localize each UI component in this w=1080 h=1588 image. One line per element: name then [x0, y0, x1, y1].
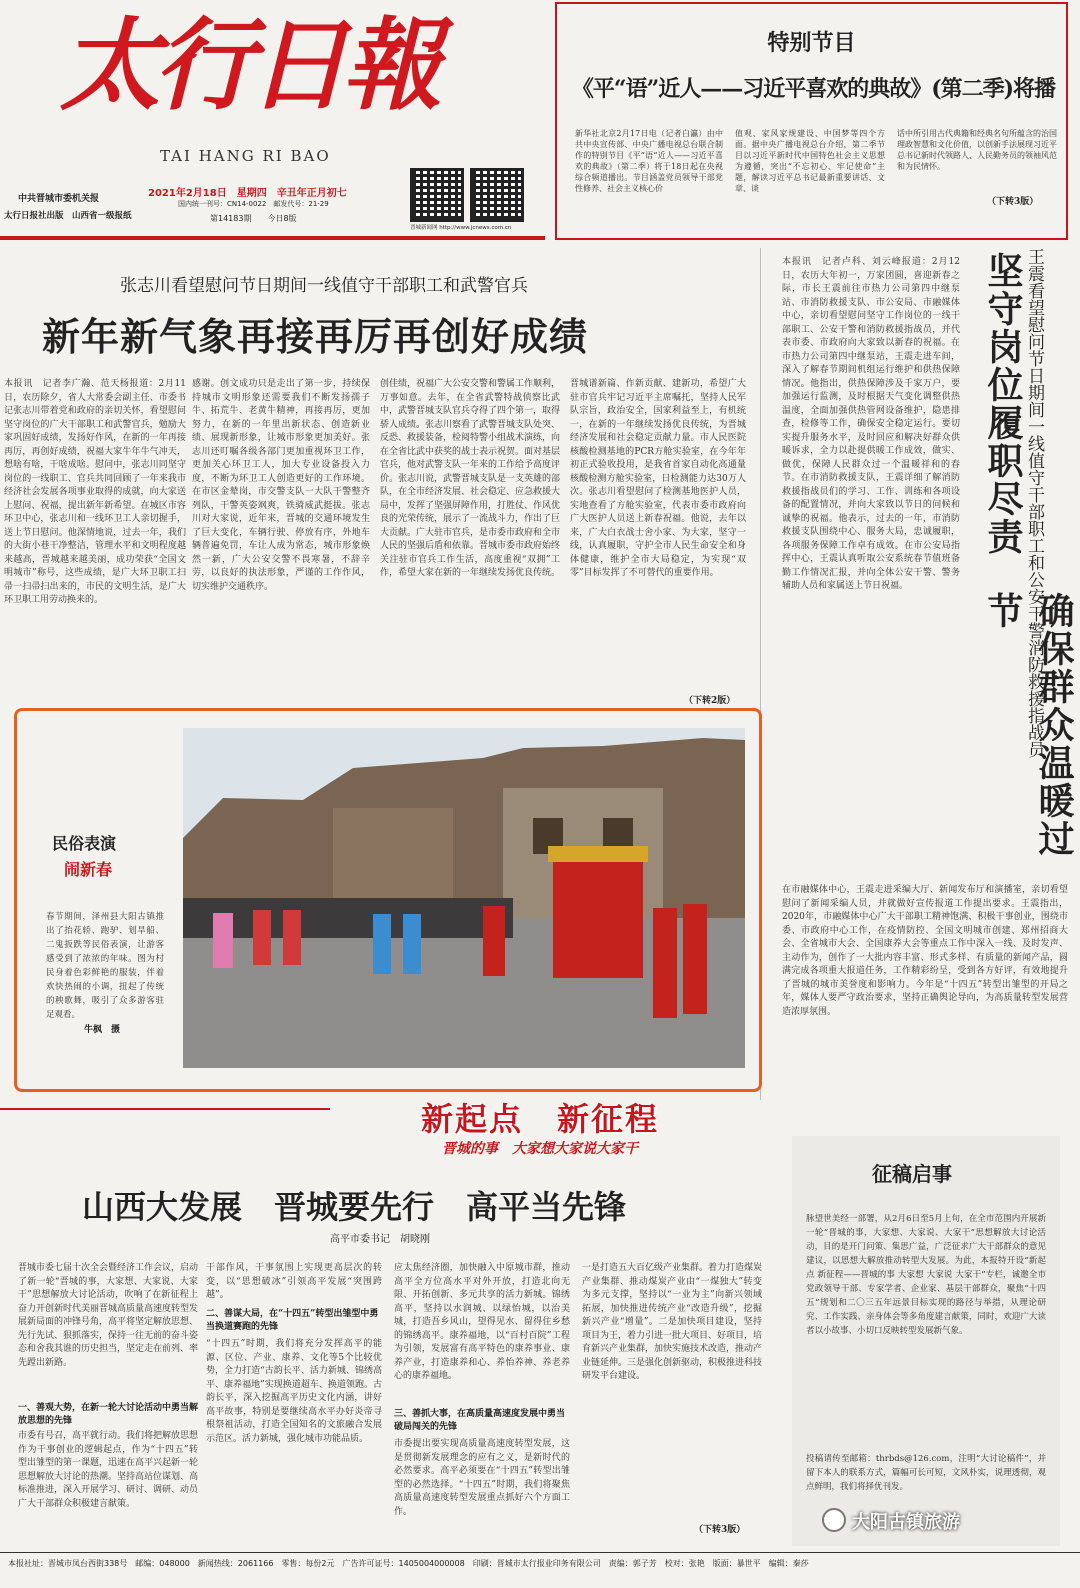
bottom-col: 干部作风，干事氛围上实现更高层次的转变，以“思想破冰”引领高平发展“突围跨越”。 [206, 1263, 382, 1300]
footer-rule [0, 1552, 1080, 1553]
masthead-issue: 第14183期 今日8版 [210, 214, 297, 223]
masthead-date: 2021年2月18日 星期四 辛丑年正月初七 [148, 188, 347, 199]
lead-col: 感谢。创文成功只是走出了第一步，持续保持城市文明形象还需要我们不断发扬孺子牛、拓荒牛、老黄牛精神，再接再厉，更加努力，在新的一年里出新状态、创造新业绩、展现新形象，让城市形象更加美好。张志川还叮嘱各级各部门更加重视环卫工作，更加关心环卫工人，加大专业设备投入力度，不断为环卫工人创造更好的工作环境。在市区金辇岗，市交警支队一大队干警整齐列队，干警英姿飒爽，铁骑威武挺拔。张志川对大家说，近年来，晋城的交通环境发生了巨大变化，车辆行驶、停放有序，外地车辆普遍免罚，车让人成为常态，城市形象焕然一新，广大公安交警不畏寒暑，不辞辛劳，以良好的执法形象，严谨的工作作风，切实维护交通秩序。 [192, 379, 370, 592]
special-col: 值观、家风家规建设、中国梦等四个方面。据中央广播电视总台介绍，第二季节目以习近平新时代中国特色社会主义思想为遵循，突出“不忘初心、牢记使命”主题，解读习近平总书记最新重要讲话、文章、谈 [735, 129, 885, 193]
footer-text: 本报社址：晋城市凤台西街338号 邮编：048000 新闻热线：2061166 零售：每份2元 广告许可证号：1405004000008 印刷：晋城市太行报业印务有限公司 责编：郭子芳 校对：张艳 版面：暴世平 编辑：秦莎 [8, 1559, 809, 1568]
watermark: 大阳古镇旅游 [852, 1512, 960, 1533]
bottom-col: 晋城市委七届十次全会暨经济工作会议，启动了新一轮“晋城的事，大家想、大家说、大家干”思想解放大讨论活动，吹响了在新征程上奋力开创新时代美丽晋城高质量高速度转型发展新局面的冲锋号角，高平将坚定解放思想、先行先试、狠抓落实，保持一往无前的奋斗姿态和舍我其谁的历史担当，坚定走在前列、率先蹚出新路。 [18, 1263, 198, 1368]
wechat-icon [822, 1508, 846, 1532]
special-col: 新华社北京2月17日电（记者白瀛）由中共中央宣传部、中央广播电视总台联合制作的特别节目《平“语”近人——习近平喜欢的典故》（第二季）将于18日起在央视综合频道播出。节目涵盖党员领导干部党性修养、社会主义核心价 [575, 129, 723, 193]
lead-col: 本报讯 记者李广瀚、范天杨报道：2月11日，农历除夕，省人大常委会副主任、市委书记张志川带着党和政府的亲切关怀，看望慰问坚守岗位的广大干部职工和武警官兵，勉励大家巩固好成绩，发扬好作风，在新的一年再接再厉，再创好成绩，祝福大家牛年牛气冲天，想啥有啥，干啥成啥。慰问中，张志川同坚守岗位的一线职工、官兵共同回顾了一年来我市经济社会发展各项事业取得的成就，向大家送上慰问、祝福，提出新年新希望。在城区市容环卫中心，张志川和一线环卫工人亲切握手，送上节日慰问。他深情地说，过去一年，我们的大街小巷干净整洁，管理水平和文明程度越来越高，晋城越来越美丽，成功荣获“全国文明城市”称号，这些成绩，是广大环卫职工扫帚一扫帚扫出来的，市民的文明生活，是广大环卫职工用劳动换来的。 [4, 379, 186, 605]
bottom-col: 市委有号召，高平就行动。我们将把解放思想作为干事创业的逻辑起点，作为“十四五”转型出雏型的第一课题，迅速在高平兴起新一轮思想解放大讨论的热潮。坚持高站位谋划、高标准推进，深入开展学习、研讨、调研、动员广大干部群众积极建言献策。 [18, 1431, 198, 1509]
photo-label-accent: 闹新春 [64, 860, 113, 879]
qr-code-icon [410, 168, 464, 222]
festival-photo [183, 728, 745, 1068]
special-label: 特别节目 [767, 30, 856, 56]
qr-code-icon [470, 168, 524, 222]
bottom-col: 市委提出要实现高质量高速度转型发展，这是贯彻新发展理念的应有之义，是新时代的必然要求。高平必须要在“十四五”转型出雏型的必然选择。“十四五”时期，我们将聚焦高质量高速度转型发展重点抓好六个方面工作。 [394, 1439, 570, 1517]
bottom-continued: （下转3版） [694, 1525, 746, 1535]
festival-scene [183, 728, 745, 1068]
call-box [792, 1136, 1060, 1546]
bottom-subhead: 三、善抓大事，在高质量高速度发展中勇当破局闯关的先锋 [394, 1409, 566, 1432]
banner-title: 新起点 新征程 [420, 1100, 659, 1138]
side-headline: 坚守岗位履职尽责 [982, 252, 1024, 556]
masthead-title: 太行日報 [60, 6, 436, 124]
masthead-pinyin: TAI HANG RI BAO [160, 147, 331, 165]
lead-kicker: 张志川看望慰问节日期间一线值守干部职工和武警官兵 [120, 276, 528, 296]
bottom-col: 一是打造五大百亿级产业集群。着力打造煤炭产业集群、推动煤炭产业由“一煤独大”转变为多元支撑，坚持以“一业为主”向新兴领域拓展，加快推进传统产业“改造升级”，挖掘新兴产业“增量”。二是加快项目建设，坚持项目为王，着力引进一批大项目、好项目，培育新兴产业集群，加快实施技术改造，推动产业链延伸。三是强化创新驱动，积极推进科技研发平台建设。 [582, 1263, 762, 1381]
masthead-web: 晋城新闻网 http://www.jcnews.com.cn [410, 225, 512, 231]
call-email: 投稿请传至邮箱：thrbds@126.com，注明“大讨论稿件”，并留下本人的联系方式，篇幅可长可短，文风朴实，说理透彻，观点鲜明，我们将择优刊发。 [806, 1454, 1046, 1492]
side-kicker: 王震看望慰问节日期间一线值守干部职工和公安干警消防救援指战员 [1024, 248, 1044, 758]
special-continued: （下转3版） [987, 197, 1039, 207]
side-col: 本报讯 记者卢科、刘云峰报道：2月12日，农历大年初一，万家团圆，喜迎新春之际，市长王震前往市热力公司第四中继泵站、市消防救援支队、市公安局、市融媒体中心，亲切看望慰问坚守工作岗位的一线干部职工、公安干警和消防救援指战员，并代表市委、市政府向大家致以新春的祝福。在市热力公司第四中继泵站，王震走进车间，深入了解春节期间机组运行维护和供热保障情况。他指出，供热保障涉及千家万户，要加强运行监测，及时根据天气变化调整供热温度，全面加强供热管网设备维护，隐患排查，检修等工作，确保安全稳定运行。要切实提升服务水平，及时回应和解决好群众供暖诉求，全力以赴提供暖工作成效，做实、做优，保障人民群众过一个温暖祥和的春节。在市消防救援支队，王震详细了解消防救援指战员们的学习、工作、训练和各项设备的配置情况，并向大家致以节日的问候和诚挚的祝福。他表示，过去的一年，市消防救援支队围绕中心、服务大局，忠诚履职，各项服务保障工作卓有成效。在市公安局指挥中心，王震认真听取公安系统春节值班备勤工作情况汇报，并向全体公安干警、警务辅助人员和家属送上节日祝福。 [782, 257, 960, 591]
photo-label: 民俗表演 [52, 834, 117, 853]
special-col: 话中所引用古代典籍和经典名句所蕴含的治国理政智慧和文化价值，以创新手法展现习近平总书记新时代领路人、人民勤务员的领袖风范和为民情怀。 [897, 129, 1057, 171]
banner-rule [0, 1108, 330, 1110]
call-title: 征稿启事 [872, 1162, 952, 1186]
masthead-rule [0, 236, 545, 240]
photo-credit: 牛枫 摄 [84, 1025, 121, 1035]
bottom-byline: 高平市委书记 胡晓刚 [330, 1234, 430, 1245]
masthead-publisher: 中共晋城市委机关报 [18, 194, 100, 204]
masthead-cn: 国内统一刊号：CN14-0022 邮发代号：21-29 [178, 200, 329, 208]
banner-subtitle: 晋城的事 大家想大家说大家干 [442, 1141, 638, 1157]
side-headline: 确保群众温暖过节 [982, 592, 1075, 858]
special-headline: 《平“语”近人——习近平喜欢的典故》(第二季)将播 [571, 76, 1056, 102]
side-col: 在市融媒体中心，王震走进采编大厅、新闻发布厅和演播室，亲切看望慰问了新闻采编人员，并就做好宣传报道工作提出要求。王震指出，2020年，市融媒体中心广大干部职工精神饱满、积极干事创业，围绕市委、市政府中心工作，在疫情防控、全国文明城市创建、郑州招商大会、全省城市大会、全国康养大会等重点工作中深入一线、及时发声、主动作为，创作了一大批内容丰富、形式多样、有质量的新闻产品，圆满完成各项重大报道任务，工作精彩纷呈，受到各方好评，有效地提升了晋城的城市美誉度和影响力。今年是“十四五”转型出雏型的开局之年，媒体人要严守政治要求，坚持正确舆论导向，为高质量转型发展营造浓厚氛围。 [782, 885, 1068, 1017]
photo-caption: 春节期间，泽州县大阳古镇推出了抬花轿、跑驴、划旱船、二鬼扳跌等民俗表演，让游客感受到了浓浓的年味。图为村民身着色彩鲜艳的服装，伴着欢快热闹的小调，扭起了传统的秧歌舞，吸引了众多游客驻足观看。 [46, 912, 164, 1020]
lead-col: 晋城谱新篇、作新贡献、建新功，希望广大驻市官兵牢记习近平主席嘱托，坚持人民军队宗旨，政治安全，国家利益至上，有机统一，在新的一年继续发扬优良传统，为晋城经济发展和社会稳定贡献力量。市人民医院核酸检测基地的PCR方舱实验室，在今年年初正式验收投用，是我省首家自动化高通量核酸检测方舱实验室，日检测能力达30万人次。张志川看望慰问了检测基地医护人员，实地查看了方舱实验室，代表市委市政府向广大医护人员送上新春祝福。他说，去年以来，广大白衣战士舍小家、为大家，坚守一线，认真履职，守护全市人民生命安全和身体健康，维护全市大局稳定，为实现“双零”目标发挥了不可替代的重要作用。 [570, 379, 746, 578]
call-body: 脉望世美经一部署，从2月6日至5月上旬，在全市范围内开展新一轮“晋城的事，大家想、大家说、大家干”思想解放大讨论活动，目的是开门问策、集思广益，广泛征求广大干部群众的意见建议，以思想大解放推动转型大发展。为此，本报特开设“新起点 新征程——晋城的事 大家想 大家说 大家干”专栏，诚邀全市党政领导干部、专家学者、企业家、基层干部群众，聚焦“十四五”规划和二〇三五年远景目标实现的路径与举措，从理论研究、工作实践、亲身体会等多角度建言献策，同时，欢迎广大读者以小故事、小切口反映转型发展新气象。 [806, 1214, 1046, 1336]
bottom-col: 应太焦经济圈，加快融入中原城市群，推动高平全方位高水平对外开放，打造北向无限、开拓创新、多元共享的活力新城。锦绣高平，坚持以水润城、以绿怡城，以治美城，打造吾乡风山，望得见水、留得住乡愁的锦绣高平。康养福地，以“百村百院”工程为引领，发展富有高平特色的康养事业、康养产业，打造康养和心、养怡养神、养老养心的康养福地。 [394, 1263, 570, 1381]
bottom-subhead: 二、善谋大局，在“十四五”转型出雏型中勇当换道赛跑的先锋 [206, 1309, 379, 1332]
lead-col: 创佳绩，祝福广大公安交警和警属工作顺利，万事如意。去年，在全省武警特战侦察比武中，武警晋城支队官兵夺得了四个第一，取得骄人成绩。张志川察看了武警晋城支队处突、反恐、救援装备，检阅特警小组战术演练，向在全省比武中获奖的战士表示祝贺。面对基层官兵，他对武警支队一年来的工作给予高度评价。张志川说，武警晋城支队是一支英雄的部队，在全市经济发展、社会稳定、应急救援大局中，发挥了坚强屏障作用，打胜仗、作风优良的光荣传统，展示了一流战斗力，作出了巨大贡献。广大驻市官兵，是市委市政府和全市人民的坚强后盾和依靠。晋城市委市政府始终关注驻市官兵工作生活，高度重视“双拥”工作，希望大家在新的一年继续发扬优良传统。 [380, 379, 560, 578]
masthead-org: 太行日报社出版 山西省一级报纸 [4, 211, 132, 221]
lead-continued: （下转2版） [684, 696, 736, 706]
special-box [555, 2, 1068, 240]
bottom-headline: 山西大发展 晋城要先行 高平当先锋 [82, 1188, 627, 1226]
lead-headline: 新年新气象再接再厉再创好成绩 [42, 314, 589, 359]
bottom-subhead: 一、善观大势，在新一轮大讨论活动中勇当解放思想的先锋 [18, 1403, 199, 1426]
bottom-col: “十四五”时期，我们将充分发挥高平的能源、区位、产业、康养、文化等5个比较优势，全力打造“古韵长平、活力新城、锦绣高平、康养福地”实现换道超车、换道领跑。古韵长平，深入挖掘高平历史文化内涵，讲好高平故事，特别是要继续高水平办好炎帝寻根祭祖活动，打造全国知名的文旅融合发展示范区。活力新城，强化城市功能品质。 [206, 1339, 382, 1444]
